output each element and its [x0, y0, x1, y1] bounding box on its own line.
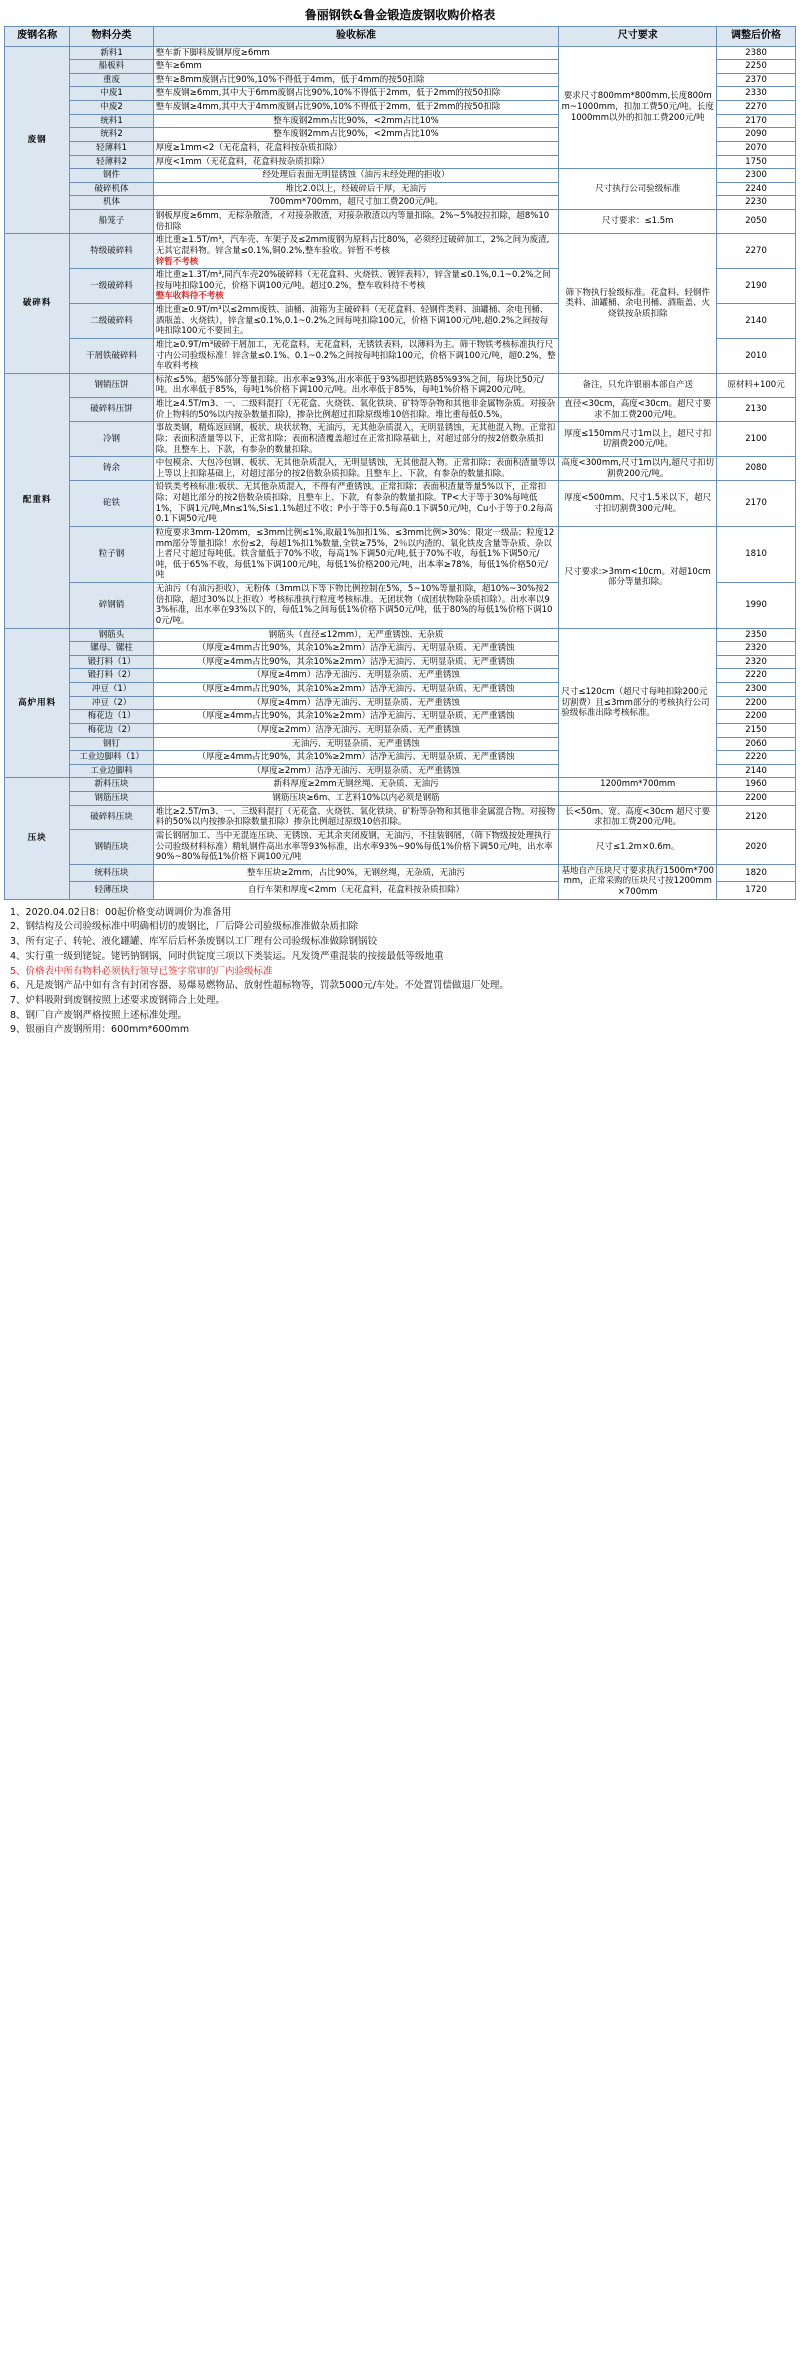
- item-name: 统料压块: [70, 864, 153, 881]
- item-price: 2270: [717, 234, 796, 269]
- item-price: 2050: [717, 210, 796, 234]
- item-spec: 堆比≥4.5T/m3、一、二级料混打（无花盒、火烧铁、氧化铁块、矿特等杂物和其他非金属物杂质。对接杂价上物料的50%以内按杂数量扣除)，掺杂比例超过扣除原级堆10倍扣除。堆比重每低0.5%。: [153, 398, 559, 422]
- item-name: 梅花边（2）: [70, 723, 153, 737]
- item-spec: 整车新下脚料废钢厚度≥6mm: [153, 46, 559, 60]
- table-row: [5, 457, 796, 481]
- item-name: 镙母、镙柱: [70, 642, 153, 656]
- item-spec: [153, 269, 559, 304]
- item-price: 2200: [717, 696, 796, 710]
- table-row: [5, 829, 796, 864]
- item-price: 2120: [717, 805, 796, 829]
- item-spec: （厚度≥4mm）洁净无油污、无明显杂质、无严重锈蚀: [153, 669, 559, 683]
- item-spec: 新料厚度≥2mm无钢丝绳、无杂质、无油污: [153, 778, 559, 792]
- group-name-0: 废钢: [5, 46, 70, 234]
- item-price: 2350: [717, 628, 796, 642]
- item-name: 一级破碎料: [70, 269, 153, 304]
- item-price: 2170: [717, 481, 796, 527]
- item-price: 2020: [717, 829, 796, 864]
- item-name: 铸余: [70, 457, 153, 481]
- col-header-2: 验收标准: [153, 27, 559, 47]
- item-spec: 整车废钢2mm占比90%，<2mm占比10%: [153, 114, 559, 128]
- footnote-8: 8、钢厂自产废钢严格按照上述标准处理。: [10, 1009, 188, 1021]
- item-name: 钢销压块: [70, 829, 153, 864]
- item-price: 2380: [717, 46, 796, 60]
- spec-text: 堆比重≥1.5T/m³，汽车壳、车架子及≤2mm废钢为原料占比80%，必须经过破碎加工，2%之间为废渣,无其它混料物。锌含量≤0.1%,铜0.2%,整车验收。锌暂不考核: [155, 235, 550, 256]
- item-name: 钢钉: [70, 737, 153, 751]
- item-spec: （厚度≥2mm）洁净无油污、无明显杂质、无严重锈蚀: [153, 764, 559, 778]
- item-name: 中废1: [70, 87, 153, 101]
- page-title: 鲁丽钢铁&鲁金锻造废钢收购价格表: [304, 8, 496, 22]
- group-size-3: 尺寸≤120cm（超尺寸每吨扣除200元切割费）且≤3mm部分的考核执行公司验级标准出除考核标准。: [559, 628, 717, 778]
- item-name: 船板料: [70, 60, 153, 74]
- item-name: 钢销压饼: [70, 373, 153, 397]
- item-spec: 钢板厚度≥6mm，无棕杂散渣，イ对接杂散渣，对接杂散渣以内等量扣除。2%~5%胶拉扣除，超8%10倍扣除: [153, 210, 559, 234]
- col-header-0: 废钢名称: [5, 27, 70, 47]
- group-size-0: 要求尺寸800mm*800mm,长度800mm~1000mm，扣加工费50元/吨。长度1000mm以外的扣加工费200元/吨: [559, 46, 717, 169]
- item-name: 统料1: [70, 114, 153, 128]
- item-price: 2250: [717, 60, 796, 74]
- item-spec: （厚度≥4mm占比90%，其余10%≥2mm）洁净无油污、无明显杂质、无严重锈蚀: [153, 655, 559, 669]
- item-price: 1750: [717, 155, 796, 169]
- col-header-1: 物料分类: [70, 27, 153, 47]
- item-price: 2220: [717, 669, 796, 683]
- item-spec: 整车废钢2mm占比90%，<2mm占比10%: [153, 128, 559, 142]
- item-spec: 厚度≥1mm<2（无花盒料，花盒料按杂质扣除）: [153, 141, 559, 155]
- item-name: 冷钢: [70, 422, 153, 457]
- item-price: 2170: [717, 114, 796, 128]
- item-name: 工业边脚料: [70, 764, 153, 778]
- item-price: 2370: [717, 73, 796, 87]
- item-size: 厚度≤150mm尺寸1m以上，超尺寸扣切割费200元/吨。: [559, 422, 717, 457]
- item-name: 新料1: [70, 46, 153, 60]
- item-spec: 事故类钢，精炼返回钢，板状、块状状物，无油污，无其他杂质混入，无明显锈蚀，无其他混入物。正常扣除；表面积渣量等以下，正常扣除；表面积渣覆盖超过在正常扣除基础上，对超过部分的按2倍数杂质扣除。且整车上、下款，有参杂的数量扣除。: [153, 422, 559, 457]
- item-name: 新料压块: [70, 778, 153, 792]
- item-price: 2200: [717, 792, 796, 806]
- item-size: 尺寸执行公司验级标准: [559, 169, 717, 210]
- item-spec: 700mm*700mm，超尺寸加工费200元/吨。: [153, 196, 559, 210]
- item-name: 破碎料压块: [70, 805, 153, 829]
- item-spec: 整车废钢≥6mm,其中大于6mm废钢占比90%,10%不得低于2mm，低于2mm的按50扣除: [153, 87, 559, 101]
- item-spec: 无油污（有油污拒收），无粉体（3mm以下等下物比例控制在5%，5~10%等量扣除，超10%~30%按2倍扣除，超过30%以上拒收）考核标准执行粒度考核标准。无团状物（成团状物除杂质扣除）。出水率以93%标准，出水率在93%以下的，每低1%之间每低1%价格下调50元/吨，低于80%的每低1%价格下调100元/吨。: [153, 583, 559, 629]
- item-spec: （厚度≥4mm占比90%，其余10%≥2mm）洁净无油污、无明显杂质、无严重锈蚀: [153, 751, 559, 765]
- item-price: 2330: [717, 87, 796, 101]
- item-spec: （厚度≥4mm占比90%，其余10%≥2mm）洁净无油污、无明显杂质、无严重锈蚀: [153, 710, 559, 724]
- price-table: [4, 26, 796, 900]
- item-spec: 自行车架和厚度<2mm（无花盒料，花盒料按杂质扣除）: [153, 882, 559, 899]
- table-header-row: [5, 27, 796, 47]
- footnote-4: 4、实行重一级到铑锭。铑钙钠钢锅，同时供锭度三项以下类装运。凡发烫严重混装的按接最低等级地重: [10, 950, 444, 962]
- item-price: 1960: [717, 778, 796, 792]
- group-name-4: 压块: [5, 778, 70, 899]
- table-row: [5, 805, 796, 829]
- footnote-2: 2、钢结构及公司验级标准中明确相切的废钢比，厂后降公司验级标准准做杂质扣除: [10, 921, 359, 933]
- item-price: 2240: [717, 182, 796, 196]
- table-row: [5, 422, 796, 457]
- item-name: 轻薄压块: [70, 882, 153, 899]
- footnote-3: 3、所有定子、转轮、液化罐罐、库军后后杯条废钢以工厂理有公司验级标准做除钢锅铰: [10, 936, 378, 948]
- table-row: [5, 169, 796, 183]
- group-size-4: 基地自产压块尺寸要求执行1500m*700mm，正常采购的压块尺寸按1200mm×700mm: [559, 864, 717, 899]
- item-name: 冲豆（1）: [70, 683, 153, 697]
- item-size: 1200mm*700mm: [559, 778, 717, 792]
- item-name: 破碎料压饼: [70, 398, 153, 422]
- item-price: 2070: [717, 141, 796, 155]
- item-name: 二级破碎料: [70, 304, 153, 339]
- item-name: 钢筋压块: [70, 792, 153, 806]
- footnote-9: 9、银丽自产废钢所用：600mm*600mm: [10, 1024, 190, 1036]
- item-spec: （厚度≥4mm占比90%，其余10%≥2mm）洁净无油污、无明显杂质、无严重锈蚀: [153, 642, 559, 656]
- item-price: 2090: [717, 128, 796, 142]
- group-name-2: 配重料: [5, 373, 70, 628]
- item-spec: 钢筋压块≥6m、工艺料10%以内必须是钢筋: [153, 792, 559, 806]
- item-price: 2140: [717, 304, 796, 339]
- spec-note-red: 锌暂不考核: [155, 256, 199, 267]
- item-price: 2190: [717, 269, 796, 304]
- item-spec: （厚度≥2mm）洁净无油污、无明显杂质、无严重锈蚀: [153, 723, 559, 737]
- spec-note-red: 整车收料待不考核: [155, 291, 224, 302]
- item-name: 锻打料（1）: [70, 655, 153, 669]
- item-price: 2230: [717, 196, 796, 210]
- item-price: 1810: [717, 526, 796, 582]
- item-price: 2130: [717, 398, 796, 422]
- item-spec: 整车压块≥2mm，占比90%，无钢丝绳，无杂质，无油污: [153, 864, 559, 881]
- item-price: 2220: [717, 751, 796, 765]
- item-price: 2270: [717, 101, 796, 115]
- table-row: [5, 373, 796, 397]
- table-row: [5, 778, 796, 792]
- item-size: 尺寸≤1.2m×0.6m。: [559, 829, 717, 864]
- item-size: [559, 792, 717, 806]
- item-size: 尺寸要求：≤1.5m: [559, 210, 717, 234]
- item-name: 梅花边（1）: [70, 710, 153, 724]
- item-price: 1820: [717, 864, 796, 881]
- item-name: 粒子钢: [70, 526, 153, 582]
- item-name: 重废: [70, 73, 153, 87]
- item-name: 轻薄料2: [70, 155, 153, 169]
- col-header-3: 尺寸要求: [559, 27, 717, 47]
- item-name: 机体: [70, 196, 153, 210]
- table-row: [5, 628, 796, 642]
- table-row: [5, 234, 796, 269]
- group-name-3: 高炉用料: [5, 628, 70, 778]
- table-row: [5, 481, 796, 527]
- price-table-sheet: [0, 0, 800, 1044]
- item-size: 高度<300mm,尺寸1m以内,超尺寸扣切割费200元/吨。: [559, 457, 717, 481]
- item-name: 船笼子: [70, 210, 153, 234]
- item-spec: 中包模余、大包冷包钢、板状、无其他杂质混入，无明显锈蚀，无其他混入物。正常扣除；表面积渣量等以上等以上扣除基础上，对超过部分的按2倍数杂质扣除。且整车上、下款，有参杂的数量扣除。: [153, 457, 559, 481]
- table-row: [5, 792, 796, 806]
- item-spec: 粒度要求3mm-120mm，≤3mm比例≤1%,取最1%加扣1%、≤3mm比例>30%：限定一级品；粒度12mm部分等量扣除！水份≤2，每超1%扣1%数量,全铁≥75%，2％以内渣的、氧化铁皮含量等杂质、杂以上者尺寸超过每吨低。铁含量低于70%不收，每高1%下调50元/吨,低于70%不收，每低1%下调50元/吨，低于65%不收，每低1%下调100元/吨，每低1%价格200元/吨，出本率≥78%，每低1%价格50元/吨: [153, 526, 559, 582]
- item-name: 统料2: [70, 128, 153, 142]
- item-name: 碎钢销: [70, 583, 153, 629]
- item-spec: 整车≥6mm: [153, 60, 559, 74]
- item-spec: 无油污、无明显杂质、无严重锈蚀: [153, 737, 559, 751]
- footnote-1: 1、2020.04.02日8：00起价格变动调调价为准备用: [10, 906, 232, 918]
- item-spec: 堆比重≥0.9T/m³以≤2mm废铁、油桶、油箱为主破碎料（无花盒料、轻钢件类料、油罐桶、余电刊桶、酒瓶盖、火烧铁），锌含量≤0.1%,0.1~0.2%之间每吨扣除100元，价格下调100元/吨,超0.2%之间按每吨扣除100元不要回主。: [153, 304, 559, 339]
- item-spec: 标浓≤5%。超5%部分等量扣除。出水率≥93%,出水率低于93%即把铁路85%93%之间，每块比50元/吨。出水率低于85%，每吨1%价格下调100元/吨。出水率低于85%，每吨1%价格下调200元/吨。: [153, 373, 559, 397]
- col-header-4: 调整后价格: [717, 27, 796, 47]
- item-price: 2200: [717, 710, 796, 724]
- item-name: 钢筋头: [70, 628, 153, 642]
- item-spec: （厚度≥4mm占比90%，其余10%≥2mm）洁净无油污、无明显杂质、无严重锈蚀: [153, 683, 559, 697]
- table-row: [5, 526, 796, 582]
- item-name: 干屑铁破碎料: [70, 338, 153, 373]
- group-size-1: 筛下物执行验级标准。花盒料、轻钢件类料、油罐桶、余电刊桶、酒瓶盖、火烧铁按杂质扣除: [559, 234, 717, 374]
- item-spec: （厚度≥4mm）洁净无油污、无明显杂质、无严重锈蚀: [153, 696, 559, 710]
- item-price: 2080: [717, 457, 796, 481]
- item-spec: [153, 234, 559, 269]
- item-name: 破碎机体: [70, 182, 153, 196]
- item-price: 1990: [717, 583, 796, 629]
- item-name: 冲豆（2）: [70, 696, 153, 710]
- table-row: [5, 210, 796, 234]
- item-size: 厚度<500mm、尺寸1.5米以下，超尺寸扣切割费300元/吨。: [559, 481, 717, 527]
- item-spec: 堆比≥0.9T/m³破碎干屑加工，无花盒料，无花盒料，无锈铁表料，以薄料为主。筛干物铁考核标准执行尺寸内公司验级标准！锌含量≤0.1%、0.1~0.2%之间按每吨扣除100元，价格下调100元/吨，超0.2%，整车收料考核: [153, 338, 559, 373]
- item-price: 2300: [717, 169, 796, 183]
- spec-text: 堆比重≥1.3T/m³,同汽车壳20%破碎料（无花盒料、火烧铁、镀锌表料），锌含量≤0.1%,0.1~0.2%之间按每吨扣除100元，价格下调100元/吨。超过0.2%，整车收料待不考核: [155, 270, 551, 291]
- item-name: 特级破碎料: [70, 234, 153, 269]
- item-price: 原材料+100元: [717, 373, 796, 397]
- item-spec: 厚度<1mm（无花盒料，花盒料按杂质扣除）: [153, 155, 559, 169]
- table-row: [5, 864, 796, 881]
- item-price: 2320: [717, 655, 796, 669]
- item-spec: 铅铁类考核标准:板状、无其他杂质混入，不得有严重锈蚀。正常扣除；表面积渣量等量5%以下，正常扣除；对超比部分的按2倍数杂质扣除，且整车上、下款，有参杂的数量扣除。TP<大于等于30%每吨低1%，下调1元/吨,Mn≤1%,Si≤1.1%超过不收；P小于等于0.5每高0.1下调50元/吨，Cu小于等于0.2每高0.1下调50元/吨: [153, 481, 559, 527]
- item-name: 工业边脚料（1）: [70, 751, 153, 765]
- item-name: 锻打料（2）: [70, 669, 153, 683]
- item-spec: 整车≥8mm废钢占比90%,10%不得低于4mm，低于4mm的按50扣除: [153, 73, 559, 87]
- item-price: 2150: [717, 723, 796, 737]
- item-name: 中废2: [70, 101, 153, 115]
- item-size: 长<50m、宽、高度<30cm 超尺寸要求扣加工费200元/吨。: [559, 805, 717, 829]
- item-name: 砣铁: [70, 481, 153, 527]
- table-row: [5, 46, 796, 60]
- footnotes: [4, 900, 796, 1038]
- group-name-1: 破碎料: [5, 234, 70, 374]
- item-price: 2100: [717, 422, 796, 457]
- footnote-5: 5、价格表中所有物料必须执行领导已签字常审的厂内验级标准: [10, 965, 273, 977]
- table-row: [5, 398, 796, 422]
- item-spec: 整车废钢≥4mm,其中大于4mm废钢占比90%,10%不得低于2mm，低于2mm的按50扣除: [153, 101, 559, 115]
- item-name: 轻薄料1: [70, 141, 153, 155]
- footnote-7: 7、炉料吸附到废钢按照上述要求废钢筛合上处理。: [10, 994, 226, 1006]
- item-spec: 钢筋头（直径≤12mm），无严重锈蚀、无杂质: [153, 628, 559, 642]
- item-name: 钢件: [70, 169, 153, 183]
- item-spec: 堆比≥2.5T/m3、一、三级料混打（无花盒、火烧铁、氧化铁块、矿粉等杂物和其他非金属混合物。对接物料的50%以内按掺杂扣除数量扣除）掺杂比例超过原级10倍扣除。: [153, 805, 559, 829]
- item-price: 2010: [717, 338, 796, 373]
- item-price: 2320: [717, 642, 796, 656]
- item-price: 2300: [717, 683, 796, 697]
- item-size: 直径<30cm，高度<30cm。超尺寸要求不加工费200元/吨。: [559, 398, 717, 422]
- item-spec: 需长钢屑加工、当中无混连压块、无锈蚀、无其余夹闭废钢，无油污，不挂装钢屑，（筛下物级按处理执行公司验级材料标准）精轧钢件高出水率等93%标准，出水率93%~90%每低1%价格下调50元/吨，出水率90%~80%每低1%价格下调100元/吨: [153, 829, 559, 864]
- item-size: 尺寸要求:>3mm<10cm。对超10cm部分等量扣除。: [559, 526, 717, 628]
- item-spec: 经处理后表面无明显锈蚀（油污未经处理的拒收）: [153, 169, 559, 183]
- item-price: 2140: [717, 764, 796, 778]
- item-spec: 堆比2.0以上，经破碎后干厚，无油污: [153, 182, 559, 196]
- footnote-6: 6、凡是废钢产品中如有含有封闭容器、易爆易燃物品、放射性超标物等，罚款5000元/车处。不处置罚偿做退厂处理。: [10, 980, 509, 992]
- item-size: 备注，只允许银丽本部自产送: [559, 373, 717, 397]
- item-price: 2060: [717, 737, 796, 751]
- item-price: 1720: [717, 882, 796, 899]
